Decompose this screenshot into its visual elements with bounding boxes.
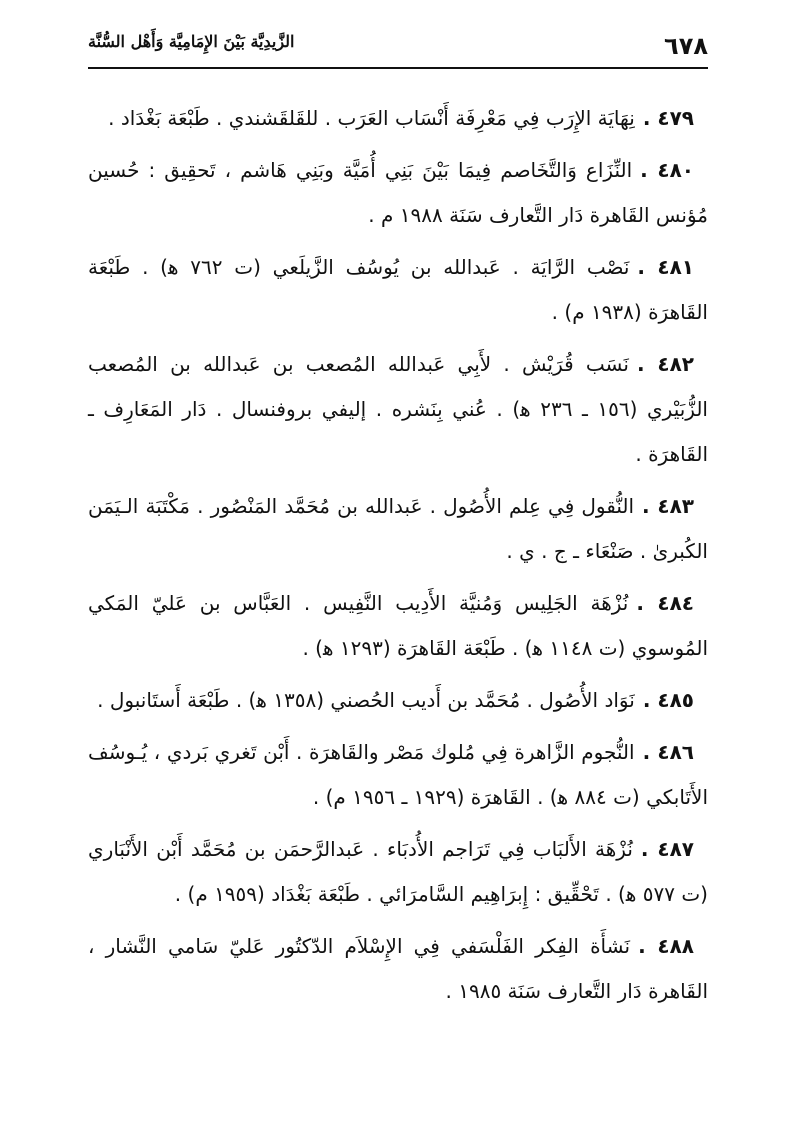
entry-text: النُّجوم الزَّاهرة فِي مُلوك مَصْر والقَاهرَة . أَبْن تَغري بَردي ، يُـوسُف الأَتَابكي (ت ٨٨٤ ﻫ) . القَاهرَة (١٩٢٩ ـ ١٩٥٦ م) . [88, 740, 708, 809]
entry-number: ٤٨٠ . [640, 158, 695, 182]
page-number: ٦٧٨ [664, 32, 708, 60]
entry-number: ٤٧٩ . [642, 106, 694, 130]
bibliography-entry [88, 484, 708, 574]
entry-number: ٤٨٦ . [642, 740, 694, 764]
entry-number: ٤٨٧ . [640, 837, 694, 861]
running-title: الزَّيدِيَّة بَيْنَ الإِمَامِيَّة وَأَهْل السُّنَّة [88, 32, 295, 51]
entry-number: ٤٨٢ . [636, 352, 694, 376]
entry-text: نَصْب الرَّايَة . عَبدالله بن يُوسُف الزَّيلَعي (ت ٧٦٢ ﻫ) . طَبْعَة القَاهرَة (١٩٣٨ م) . [88, 255, 708, 324]
bibliography-entry [88, 827, 708, 917]
entry-text: نُزْهَة الأَلبَاب فِي تَرَاجم الأُدبَاء . عَبدالرَّحمَن بن مُحَمَّد أَبْن الأَنْبَاري (ت ٥٧٧ ﻫ) . تَحْقِّيق : إِبرَاهِيم السَّامرَائي . طَبْعَة بَغْدَاد (١٩٥٩ م) . [88, 837, 708, 906]
entry-number: ٤٨١ . [637, 255, 695, 279]
entry-number: ٤٨٤ . [636, 591, 694, 615]
entry-number: ٤٨٥ . [642, 688, 694, 712]
bibliography-entry [88, 924, 708, 1014]
entry-text: نُزْهَة الجَلِيس وَمُنيَّة الأَدِيب النَّفِيس . العَبَّاس بن عَليّ المَكي المُوسوي (ت ١١٤٨ ﻫ) . طَبْعَة القَاهرَة (١٢٩٣ ﻫ) . [88, 591, 708, 660]
entry-text: النُّقول فِي عِلم الأُصُول . عَبدالله بن مُحَمَّد المَنْصُور . مَكْتَبَة الـيَمَن الكُبرىٰ . صَنْعَاء ـ ج . ي . [88, 494, 708, 563]
bibliography-list [88, 96, 708, 1021]
entry-number: ٤٨٨ . [638, 934, 695, 958]
bibliography-entry [88, 678, 708, 723]
entry-text: النِّزَاع وَالتَّخَاصم فِيمَا بَيْنَ بَنِي أُمَيَّة وبَنِي هَاشم ، تَحقِيق : حُسين مُؤنس القَاهرة دَار التَّعارف سَنَة ١٩٨٨ م . [88, 158, 708, 227]
bibliography-entry [88, 148, 708, 238]
entry-text: نَشأَة الفِكر الفَلْسَفي فِي الإِسْلاَم الدّكتُور عَليّ سَامي النَّشار ، القَاهرة دَار التَّعارف سَنَة ١٩٨٥ . [88, 934, 708, 1003]
entry-text: نَوَاد الأُصُول . مُحَمَّد بن أَديب الحُصني (١٣٥٨ ﻫ) . طَبْعَة أَستَانبول . [97, 688, 635, 712]
bibliography-entry [88, 96, 708, 141]
header-rule [88, 67, 708, 69]
bibliography-entry [88, 245, 708, 335]
entry-number: ٤٨٣ . [642, 494, 694, 518]
entry-text: نَسَب قُرَيْش . لأَبِي عَبدالله المُصعب بن عَبدالله بن المُصعب الزُّبَيْري (١٥٦ ـ ٢٣٦ ﻫ) . عُني بِنَشره . إليفي بروفنسال . دَار المَعَارِف ـ القَاهرَة . [88, 352, 708, 466]
bibliography-entry [88, 581, 708, 671]
entry-text: نِهَايَة الإِرَب فِي مَعْرِفَة أَنْسَاب العَرَب . للقَلقَشندي . طَبْعَة بَغْدَاد . [108, 106, 635, 130]
bibliography-entry [88, 342, 708, 477]
bibliography-entry [88, 730, 708, 820]
